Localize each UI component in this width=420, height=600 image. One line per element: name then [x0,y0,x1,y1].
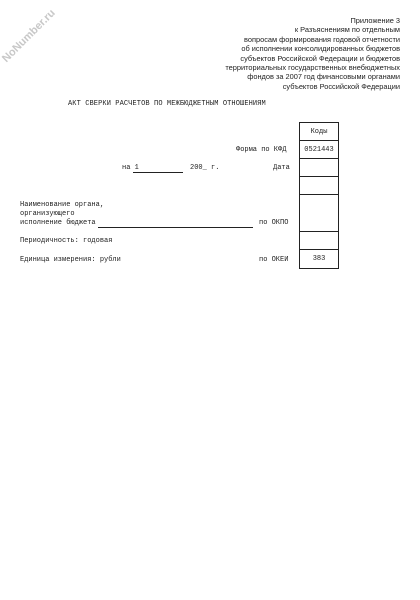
header-line: Приложение 3 [350,16,400,25]
header-line: территориальных государственных внебюджетных [225,63,400,73]
periodicity-code-cell [299,231,339,250]
okud-code: 0521443 [304,145,334,154]
date-code-cell [299,158,339,177]
form-title: АКТ СВЕРКИ РАСЧЕТОВ ПО МЕЖБЮДЖЕТНЫМ ОТНОШЕНИЯМ [68,100,266,108]
date-year: 200_ г. [190,164,220,172]
okpo-label: по ОКПО [259,219,289,227]
okud-label: Форма по КФД [236,146,287,154]
date-day-line [133,172,183,173]
org-name-label: исполнение бюджета [20,219,96,227]
unit-of-measure: Единица измерения: рубли [20,256,121,264]
org-name-line [98,227,253,228]
blank-code-cell [299,176,339,195]
appendix-header [160,16,400,91]
header-line: об исполнении консолидированных бюджетов [241,44,400,54]
header-line: к Разъяснениям по отдельным [294,25,400,35]
org-name-label: Наименование органа, [20,201,105,209]
codes-header-cell [299,122,339,141]
date-label: Дата [273,164,290,172]
okei-code: 383 [312,255,326,263]
okpo-code-cell [299,194,339,232]
watermark: NoNumber.ru [0,7,58,65]
header-line: субъектов Российской Федерации и бюджетов [240,53,400,63]
org-name-label: организующего [20,210,75,218]
header-line: вопросам формирования годовой отчетности [244,34,400,44]
header-line: фондов за 2007 год финансовыми органами [247,72,400,82]
codes-header: Коды [310,127,328,136]
okei-code-cell [299,249,339,269]
date-prefix: на 1 [122,164,139,172]
okei-label: по ОКЕИ [259,256,289,264]
periodicity: Периодичность: годовая [20,237,113,245]
header-line: субъектов Российской Федерации [282,81,400,91]
okud-code-cell [299,140,339,159]
